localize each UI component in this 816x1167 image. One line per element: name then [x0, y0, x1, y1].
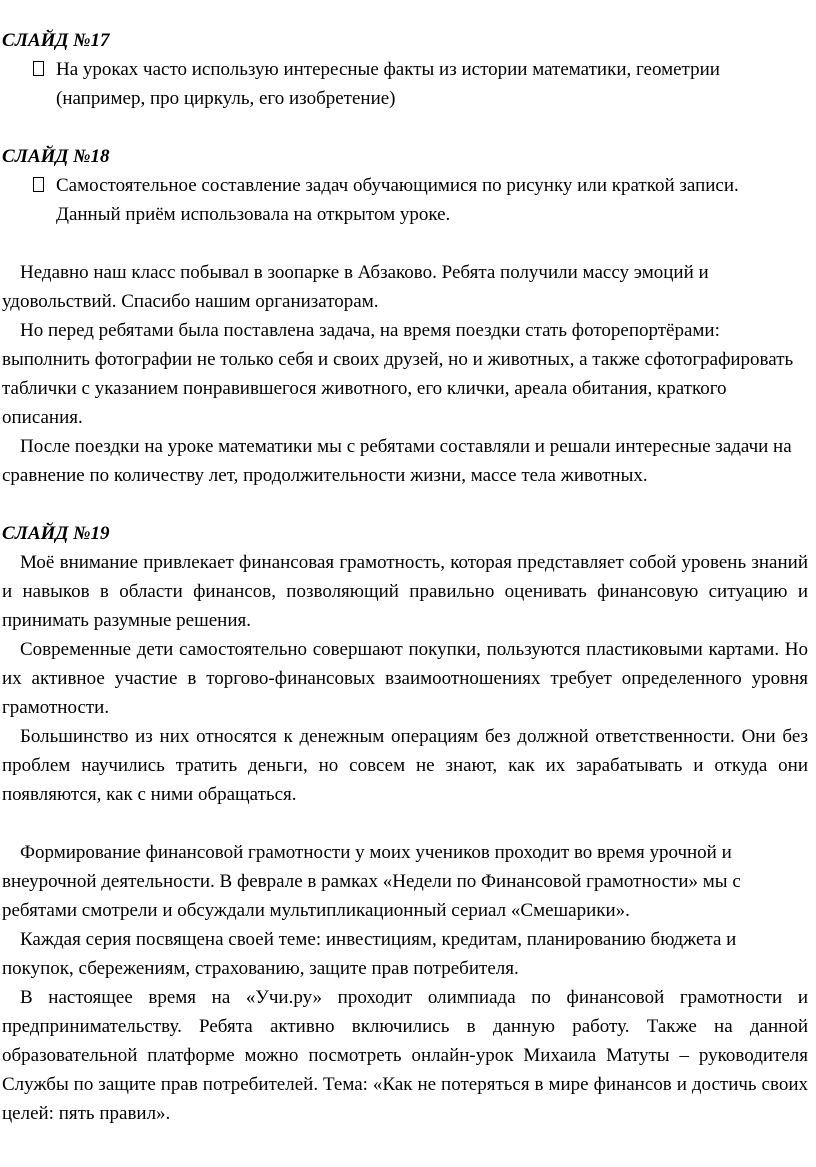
- spacer: [0, 113, 808, 142]
- slide-19-title: СЛАЙД №19: [2, 523, 110, 544]
- paragraph-uchi-ru: В настоящее время на «Учи.ру» проходит олимпиада по финансовой грамотности и предпринимательству. Ребята активно включились в данную работу. Также на данной образовательной платформе можно посмотреть онлайн-урок Михаила Матуты – руководителя Службы по защите прав потребителей. Тема: «Как не потеряться в мире финансов и достичь своих целей: пять правил».: [2, 987, 808, 1124]
- paragraph-series-topics: Каждая серия посвящена своей теме: инвестициям, кредитам, планированию бюджета и покупок, сбережениям, страхованию, защите прав потребителя.: [2, 929, 737, 979]
- spacer: [0, 229, 808, 258]
- document-page: [0, 26, 808, 1128]
- spacer: [0, 490, 808, 519]
- slide-17-title: СЛАЙД №17: [2, 30, 110, 51]
- paragraph-money-responsibility: Большинство из них относятся к денежным операциям без должной ответственности. Они без проблем научились тратить деньги, но совсем не знают, как их зарабатывать и откуда они появляются, как с ними обращаться.: [2, 726, 808, 805]
- paragraph-financial-literacy: Моё внимание привлекает финансовая грамотность, которая представляет собой уровень знаний и навыков в области финансов, позволяющий правильно оценивать финансовую ситуацию и принимать разумные решения.: [2, 552, 808, 631]
- slide-18-bullet: [0, 171, 808, 229]
- paragraph-photo-task: Но перед ребятами была поставлена задача, на время поездки стать фоторепортёрами: выполнить фотографии не только себя и своих друзей, но и животных, а также сфотографировать таблички с указанием понравившегося животного, его клички, ареала обитания, краткого описания.: [2, 320, 794, 428]
- paragraph-math-lesson: После поездки на уроке математики мы с ребятами составляли и решали интересные задачи на сравнение по количеству лет, продолжительности жизни, массе тела животных.: [2, 436, 792, 486]
- slide-17-bullet-text: На уроках часто использую интересные факты из истории математики, геометрии (например, про циркуль, его изобретение): [56, 59, 720, 109]
- paragraph-zoo-visit: Недавно наш класс побывал в зоопарке в Абзаково. Ребята получили массу эмоций и удовольствий. Спасибо нашим организаторам.: [2, 262, 709, 312]
- slide-18-title: СЛАЙД №18: [2, 146, 110, 167]
- bullet-box-icon: [33, 177, 44, 192]
- bullet-box-icon: [33, 61, 44, 76]
- slide-17-bullet: [0, 55, 808, 113]
- paragraph-smeshariki: Формирование финансовой грамотности у моих учеников проходит во время урочной и внеурочной деятельности. В феврале в рамках «Недели по Финансовой грамотности» мы с ребятами смотрели и обсуждали мультипликационный сериал «Смешарики».: [2, 842, 741, 921]
- slide-18-bullet-text: Самостоятельное составление задач обучающимися по рисунку или краткой записи. Данный приём использовала на открытом уроке.: [56, 175, 739, 225]
- spacer: [0, 809, 808, 838]
- paragraph-modern-children: Современные дети самостоятельно совершают покупки, пользуются пластиковыми картами. Но их активное участие в торгово-финансовых взаимоотношениях требует определенного уровня грамотности.: [2, 639, 808, 718]
